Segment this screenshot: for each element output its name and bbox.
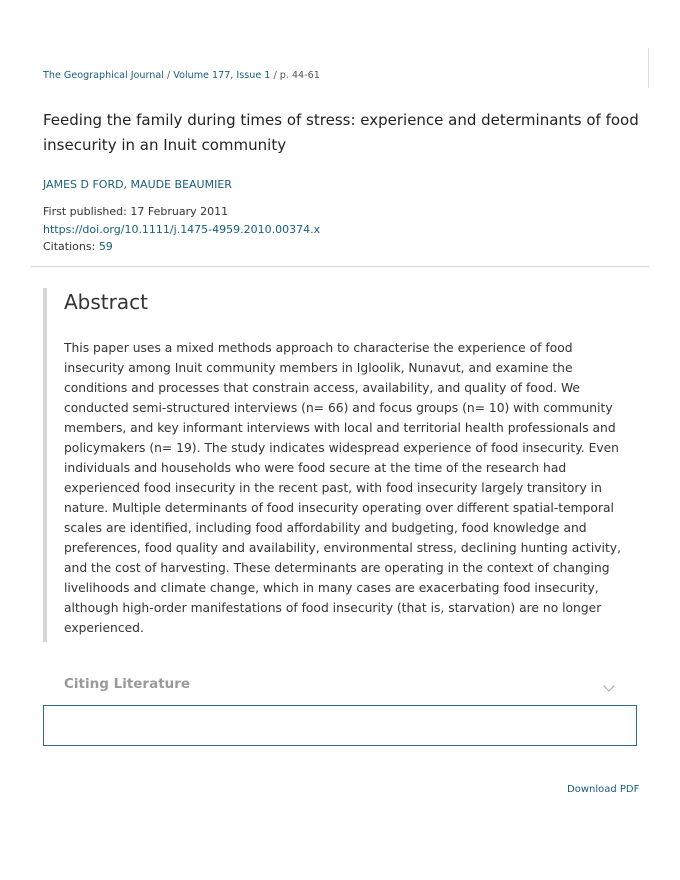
article-title: Feeding the family during times of stress: experience and determinants of food insecurity in an Inuit community xyxy=(43,111,639,154)
first-published-date: 17 February 2011 xyxy=(130,205,229,218)
section-divider xyxy=(31,266,649,267)
download-pdf-link[interactable]: Download PDF xyxy=(567,784,640,795)
breadcrumb-separator: / xyxy=(273,70,277,81)
chevron-down-icon[interactable] xyxy=(603,680,614,691)
citations-label: Citations: xyxy=(43,240,96,253)
journal-link[interactable]: The Geographical Journal xyxy=(43,70,164,81)
breadcrumb xyxy=(43,70,320,81)
abstract-text: This paper uses a mixed methods approach to characterise the experience of food insecurity among Inuit community members in Igloolik, Nunavut, and examine the conditions and processes that constrain access, availability, and quality of food. We conducted semi-structured interviews (n= 66) and focus groups (n= 10) with community members, and key informant interviews with local and territorial health professionals and policymakers (n= 19). The study indicates widespread experience of food insecurity. Even individuals and households who were food secure at the time of the research had experienced food insecurity in the recent past, with food insecurity largely transitory in nature. Multiple determinants of food insecurity operating over different spatial-temporal scales are identified, including food affordability and budgeting, food knowledge and preferences, food quality and availability, environmental stress, declining hunting activity, and the cost of harvesting. These determinants are operating in the context of changing livelihoods and climate change, which in many cases are exacerbating food insecurity, although high-order manifestations of food insecurity (that is, starvation) are no longer experienced. xyxy=(64,341,621,635)
doi-link[interactable]: https://doi.org/10.1111/j.1475-4959.2010.00374.x xyxy=(43,223,321,236)
page-range: p. 44-61 xyxy=(279,70,320,81)
citing-literature-toggle[interactable]: Citing Literature xyxy=(64,676,191,692)
abstract-heading: Abstract xyxy=(64,290,148,314)
first-published-label: First published: xyxy=(43,205,127,218)
issue-link[interactable]: Volume 177, Issue 1 xyxy=(173,70,271,81)
abstract-section xyxy=(43,288,633,642)
citations-count-link[interactable]: 59 xyxy=(98,240,113,253)
citations xyxy=(43,240,113,253)
scrollbar-track xyxy=(648,48,649,88)
authors-link[interactable]: JAMES D FORD, MAUDE BEAUMIER xyxy=(43,178,232,191)
breadcrumb-separator: / xyxy=(166,70,171,81)
first-published xyxy=(43,205,228,218)
citing-literature-panel xyxy=(43,705,637,746)
